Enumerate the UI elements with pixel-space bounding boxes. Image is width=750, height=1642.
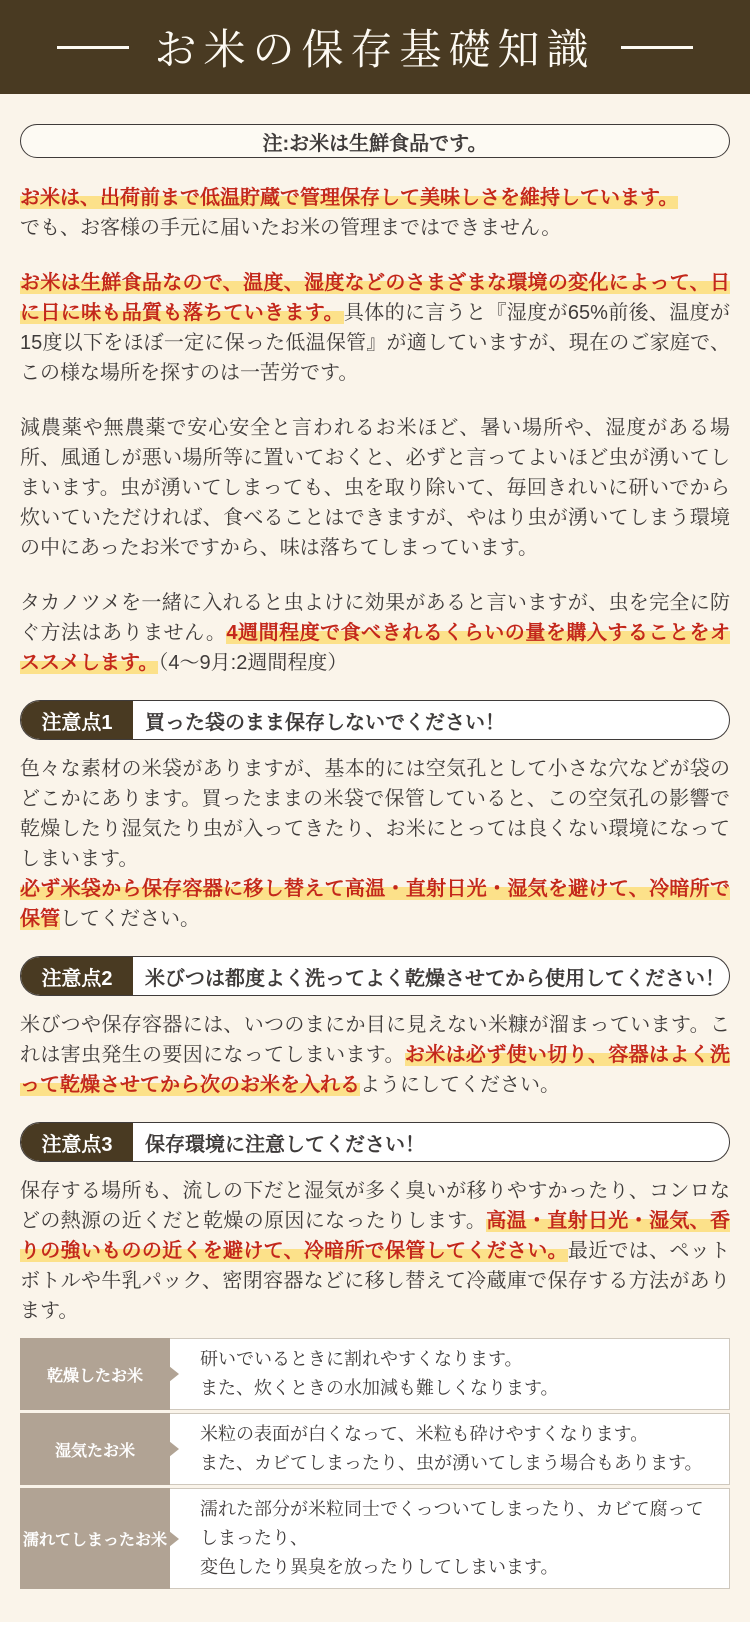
row-line: 米粒の表面が白くなって、米粒も砕けやすくなります。: [200, 1424, 649, 1444]
page-title: お米の保存基礎知識: [154, 28, 596, 74]
highlighted-text: お米は必ず使い切り、容器はよく洗って乾燥させてから次のお米を入れる: [20, 1044, 731, 1096]
table-row: [20, 1488, 730, 1589]
caution-bar-1: [20, 700, 730, 740]
highlighted-text: 4週間程度で食べきれるくらいの量を購入することをオススメします。: [20, 622, 731, 674]
body-text: タカノツメを一緒に入れると虫よけに効果があると言いますが、虫を完全に防ぐ方法はありません。: [20, 592, 730, 644]
caution-heading-3: 保存環境に注意してください！: [145, 1133, 425, 1156]
note-text: 注:お米は生鮮食品です。: [262, 132, 488, 155]
body-text: 減農薬や無農薬で安心安全と言われるお米ほど、暑い場所や、湿度がある場所、風通しが悪い場所等に置いておくと、必ずと言ってよいほど虫が湧いてしまいます。虫が湧いてしまっても、虫を取り除いて、毎回きれいに研いでから炊いていただければ、食べることはできますが、やはり虫が湧いてしまう環境の中にあったお米ですから、味は落ちてしまっています。: [20, 417, 730, 559]
highlighted-text: 高温・直射日光・湿気、香りの強いものの近くを避けて、冷暗所で保管してください。: [20, 1210, 731, 1262]
caution-bar-2: [20, 956, 730, 996]
caution-heading-2: 米びつは都度よく洗ってよく乾燥させてから使用してください！: [145, 967, 725, 990]
body-text: でも、お客様の手元に届いたお米の管理まではできません。: [20, 217, 562, 239]
row-content: [170, 1488, 730, 1589]
intro-paragraph-4: [20, 588, 730, 678]
caution-label-2: 注意点2: [21, 957, 133, 995]
highlighted-text: お米は、出荷前まで低温貯蔵で管理保存して美味しさを維持しています。: [20, 187, 679, 209]
row-line: 変色したり異臭を放ったりしてしまいます。: [200, 1557, 559, 1577]
caution-bar-3: [20, 1122, 730, 1162]
row-label-dried-rice: 乾燥したお米: [20, 1338, 170, 1410]
caution-label-3: 注意点3: [21, 1123, 133, 1161]
highlighted-text: お米は生鮮食品なので、温度、湿度などのさまざまな環境の変化によって、日に日に味も品質も落ちていきます。: [20, 272, 730, 324]
caution-body-1: [20, 754, 730, 934]
note-box: [20, 124, 730, 158]
intro-paragraph-2: [20, 268, 730, 388]
arrow-right-icon: [169, 1441, 179, 1457]
table-row: [20, 1338, 730, 1410]
row-line: また、カビてしまったり、虫が湧いてしまう場合もあります。: [200, 1453, 703, 1473]
row-line: 濡れた部分が米粒同士でくっついてしまったり、カビて腐ってしまったり、: [200, 1499, 704, 1548]
caution-label-1: 注意点1: [21, 701, 133, 739]
body-text: 色々な素材の米袋がありますが、基本的には空気孔として小さな穴などが袋のどこかにあります。買ったままの米袋で保管していると、この空気孔の影響で乾燥したり湿気たり虫が入ってきたり、お米にとっては良くない環境になってしまいます。: [20, 758, 730, 870]
body-text: ようにしてください。: [360, 1074, 560, 1096]
row-content: [170, 1413, 730, 1485]
body-text: 米びつや保存容器には、いつのまにか目に見えない米糠が溜まっています。これは害虫発生の要因になってしまいます。: [20, 1014, 730, 1066]
bottom-spacer: [0, 1589, 750, 1622]
body-text: してください。: [60, 908, 200, 930]
row-line: また、炊くときの水加減も難しくなります。: [200, 1378, 559, 1398]
arrow-right-icon: [169, 1531, 179, 1547]
caution-body-2: [20, 1010, 730, 1100]
header-banner: [0, 0, 750, 94]
rice-condition-table: [20, 1338, 730, 1589]
row-label-wet-rice: 濡れてしまったお米: [20, 1488, 170, 1589]
row-label-humid-rice: 湿気たお米: [20, 1413, 170, 1485]
body-text: 具体的に言うと『湿度が65%前後、温度が15度以下をほぼ一定に保った低温保管』が適していますが、現在のご家庭で、この様な場所を探すのは一苦労です。: [20, 302, 730, 384]
caution-body-3: [20, 1176, 730, 1326]
caution-heading-1: 買った袋のまま保存しないでください！: [145, 711, 505, 734]
body-text: 最近では、ペットボトルや牛乳パック、密閉容器などに移し替えて冷蔵庫で保存する方法があります。: [20, 1240, 730, 1322]
body-text: 保存する場所も、流しの下だと湿気が多く臭いが移りやすかったり、コンロなどの熱源の近くだと乾燥の原因になったりします。: [20, 1180, 730, 1232]
body-text: （4～9月:2週間程度）: [158, 652, 348, 674]
table-row: [20, 1413, 730, 1485]
intro-paragraph-3: [20, 413, 730, 563]
title-rule-right: [621, 46, 693, 49]
row-line: 研いでいるときに割れやすくなります。: [200, 1349, 523, 1369]
arrow-right-icon: [169, 1366, 179, 1382]
bottom-white-strip: [0, 1622, 750, 1642]
highlighted-text: 必ず米袋から保存容器に移し替えて高温・直射日光・湿気を避けて、冷暗所で保管: [20, 878, 730, 930]
intro-paragraph-1: [20, 183, 730, 243]
row-content: [170, 1338, 730, 1410]
title-rule-left: [57, 46, 129, 49]
